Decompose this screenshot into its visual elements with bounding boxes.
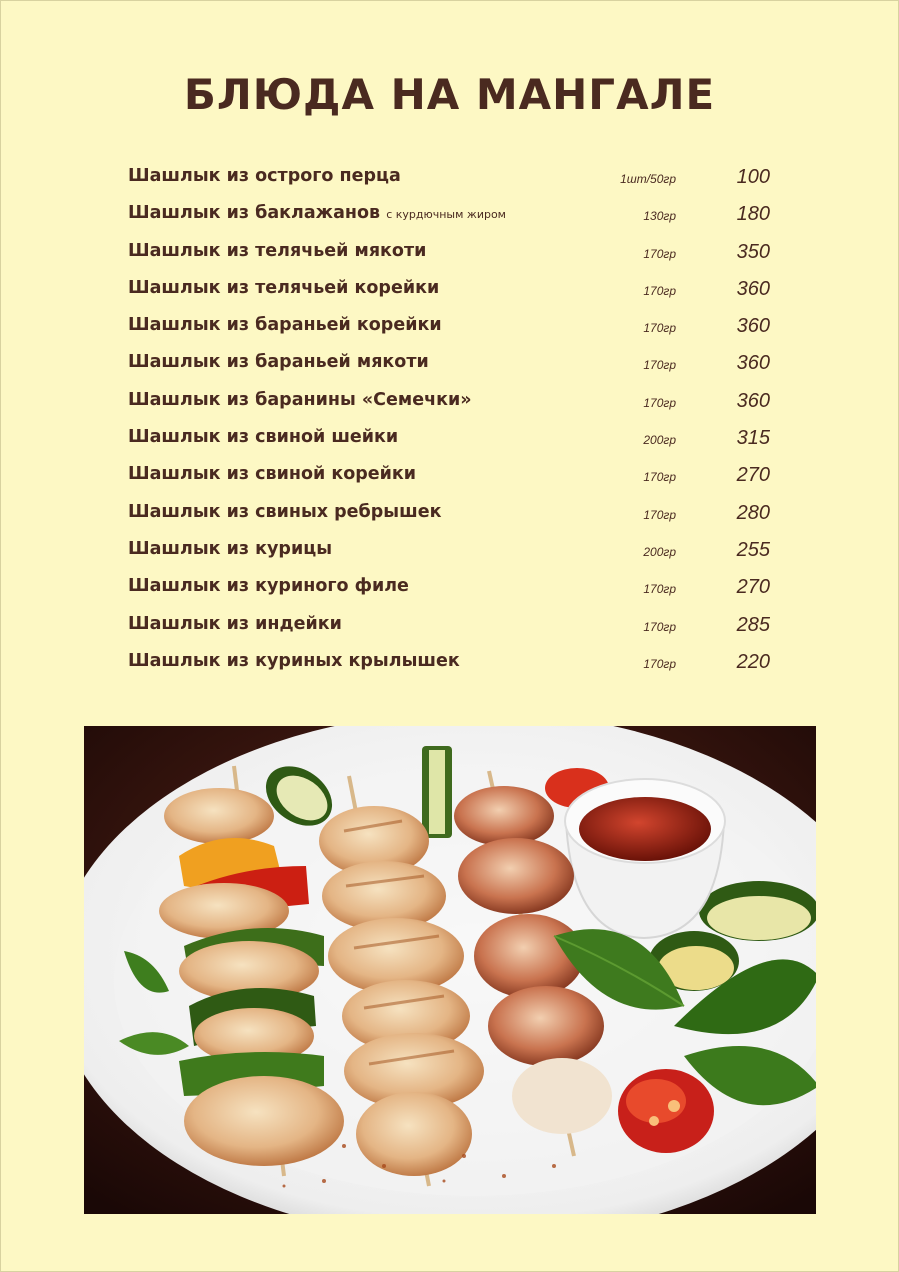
dish-name: Шашлык из куриных крылышек [128, 650, 460, 671]
dish-note: с курдючным жиром [386, 208, 506, 222]
dish-weight: 170гр [643, 656, 676, 671]
dish-name: Шашлык из свиной корейки [128, 464, 417, 485]
dish-name: Шашлык из курицы [128, 538, 333, 559]
dish-weight: 170гр [643, 619, 676, 634]
dish-name: Шашлык из баранины «Семечки» [128, 389, 472, 410]
menu-item [128, 496, 778, 533]
dish-price: 180 [736, 203, 770, 226]
kebab-plate-illustration [84, 726, 816, 1214]
dish-price: 220 [736, 650, 770, 673]
dish-weight: 170гр [643, 246, 676, 261]
dish-weight: 170гр [643, 470, 676, 485]
menu-item [128, 608, 778, 645]
dish-weight: 170гр [643, 321, 676, 336]
dish-name: Шашлык из бараньей корейки [128, 315, 442, 336]
dish-price: 270 [736, 464, 770, 487]
menu-item [128, 272, 778, 309]
menu-item [128, 197, 778, 234]
dish-price: 360 [736, 277, 770, 300]
menu-item [128, 160, 778, 197]
dish-name: Шашлык из баклажанов с курдючным жиром [128, 203, 506, 224]
dish-weight: 170гр [643, 395, 676, 410]
menu-item [128, 458, 778, 495]
dish-name: Шашлык из свиных ребрышек [128, 501, 442, 522]
dish-price: 270 [736, 576, 770, 599]
menu-item [128, 533, 778, 570]
dish-weight: 130гр [643, 209, 676, 224]
dish-name: Шашлык из бараньей мякоти [128, 352, 429, 373]
dish-price: 255 [736, 538, 770, 561]
dish-weight: 170гр [643, 582, 676, 597]
menu-list [128, 160, 778, 682]
dish-weight: 200гр [643, 433, 676, 448]
dish-name: Шашлык из свиной шейки [128, 427, 399, 448]
dish-name: Шашлык из телячьей мякоти [128, 240, 427, 261]
menu-item [128, 384, 778, 421]
dish-weight: 170гр [643, 283, 676, 298]
dish-price: 360 [736, 389, 770, 412]
menu-item [128, 421, 778, 458]
dish-name: Шашлык из острого перца [128, 166, 401, 186]
dish-name: Шашлык из куриного филе [128, 576, 409, 597]
dish-price: 360 [736, 315, 770, 338]
food-photo [84, 726, 816, 1214]
menu-item [128, 346, 778, 383]
menu-item [128, 570, 778, 607]
menu-item [128, 235, 778, 272]
dish-name: Шашлык из телячьей корейки [128, 277, 440, 298]
dish-price: 315 [736, 427, 770, 450]
dish-weight: 200гр [643, 544, 676, 559]
dish-price: 100 [736, 166, 770, 188]
dish-price: 280 [736, 501, 770, 524]
dish-price: 285 [736, 613, 770, 636]
page-title: БЛЮДА НА МАНГАЛЕ [183, 70, 716, 119]
dish-price: 350 [736, 240, 770, 263]
dish-weight: 1шт/50гр [620, 172, 676, 186]
dish-weight: 170гр [643, 358, 676, 373]
menu-item [128, 645, 778, 682]
dish-name: Шашлык из индейки [128, 613, 342, 634]
menu-item [128, 309, 778, 346]
dish-weight: 170гр [643, 507, 676, 522]
dish-price: 360 [736, 352, 770, 375]
